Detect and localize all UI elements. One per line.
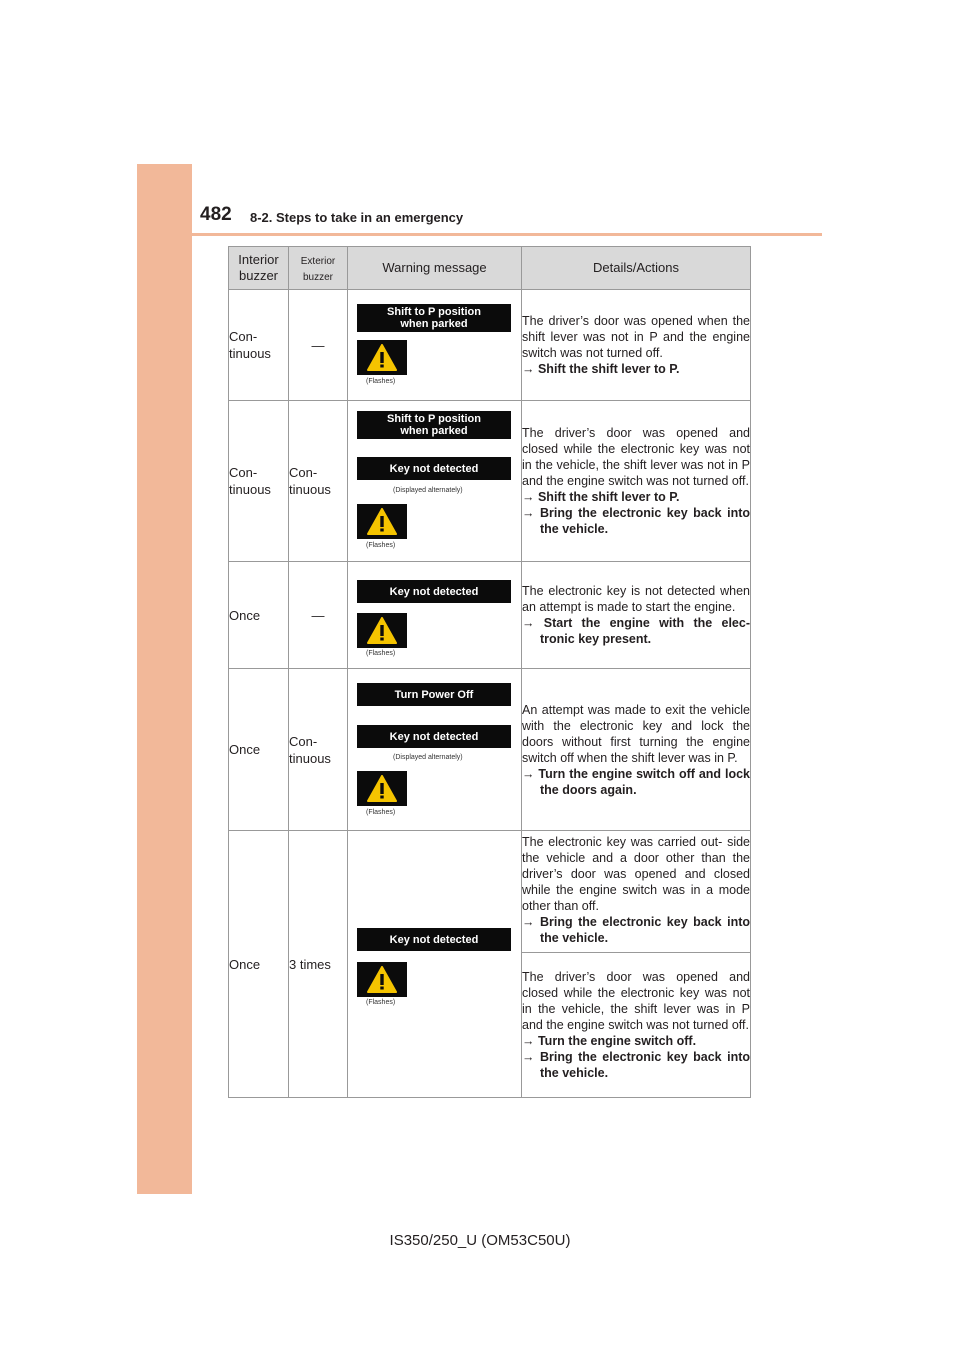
interior-buzzer-cell: Once — [229, 669, 289, 831]
interior-buzzer-cell: Con- tinuous — [229, 401, 289, 562]
warning-message-cell — [348, 831, 522, 1098]
header-interior-buzzer: Interior buzzer — [229, 247, 289, 290]
exterior-buzzer-cell: — — [289, 290, 348, 401]
display-message: Key not detected — [357, 580, 511, 603]
header-rule — [192, 233, 822, 236]
section-title: 8-2. Steps to take in an emergency — [250, 210, 464, 225]
exterior-buzzer-cell: — — [289, 562, 348, 669]
header-warning-message: Warning message — [348, 247, 522, 290]
details-cell: The driver’s door was opened and closed while the electronic key was not in the vehicle, the shift lever was in P and the engine switch was not turned off. → Turn the engine switch off. → Bring the electronic key back into the vehicle. — [522, 953, 751, 1098]
warning-triangle-icon — [357, 771, 407, 806]
flashes-caption: (Flashes) — [366, 542, 396, 549]
table-row — [229, 669, 751, 831]
table-row — [229, 290, 751, 401]
warning-message-cell — [348, 290, 522, 401]
display-message: Shift to P position when parked — [357, 304, 511, 332]
flashes-caption: (Flashes) — [366, 999, 396, 1006]
flashes-caption: (Flashes) — [366, 809, 396, 816]
table-row — [229, 831, 751, 953]
displayed-alternately-caption: (Displayed alternately) — [393, 487, 463, 494]
flashes-caption: (Flashes) — [366, 650, 396, 657]
footer-model-code: IS350/250_U (OM53C50U) — [389, 1232, 571, 1249]
display-message: Turn Power Off — [357, 683, 511, 706]
table-row — [229, 401, 751, 562]
display-message: Key not detected — [357, 928, 511, 951]
flashes-caption: (Flashes) — [366, 378, 396, 385]
warning-triangle-icon — [357, 340, 407, 375]
display-message: Key not detected — [357, 457, 511, 480]
exterior-buzzer-cell: 3 times — [289, 831, 348, 1098]
details-cell: The driver’s door was opened when the shift lever was not in P and the engine switch was not turned off. → Shift the shift lever to P. — [522, 290, 751, 401]
table-row — [229, 562, 751, 669]
table-header-row — [229, 247, 751, 290]
warning-triangle-icon — [357, 962, 407, 997]
warning-table — [228, 246, 751, 1098]
warning-message-cell — [348, 562, 522, 669]
warning-message-cell — [348, 669, 522, 831]
interior-buzzer-cell: Once — [229, 562, 289, 669]
warning-message-cell — [348, 401, 522, 562]
header-details-actions: Details/Actions — [522, 247, 751, 290]
display-message: Shift to P position when parked — [357, 411, 511, 439]
exterior-buzzer-cell: Con- tinuous — [289, 669, 348, 831]
interior-buzzer-cell: Con- tinuous — [229, 290, 289, 401]
page-number: 482 — [200, 204, 232, 225]
chapter-sidebar-tab — [137, 164, 192, 1194]
displayed-alternately-caption: (Displayed alternately) — [393, 754, 463, 761]
details-cell: The electronic key was carried out- side the vehicle and a door other than the driver’s door was opened and closed while the engine switch was in a mode other than off. → Bring the electronic key back into the vehicle. — [522, 831, 751, 953]
warning-triangle-icon — [357, 613, 407, 648]
details-cell: The driver’s door was opened and closed while the electronic key was not in the vehicle, the shift lever was not in P and the engine switch was not turned off. → Shift the shift lever to P. → Bring the electronic key back into the vehicle. — [522, 401, 751, 562]
display-message: Key not detected — [357, 725, 511, 748]
details-cell: The electronic key is not detected when an attempt is made to start the engine. → Start the engine with the elec- tronic key present. — [522, 562, 751, 669]
exterior-buzzer-cell: Con- tinuous — [289, 401, 348, 562]
header-exterior-buzzer: Exterior buzzer — [289, 247, 348, 290]
details-cell: An attempt was made to exit the vehicle with the electronic key and lock the doors without first turning the engine switch off when the shift lever was in P. → Turn the engine switch off and lock the doors again. — [522, 669, 751, 831]
interior-buzzer-cell: Once — [229, 831, 289, 1098]
warning-triangle-icon — [357, 504, 407, 539]
